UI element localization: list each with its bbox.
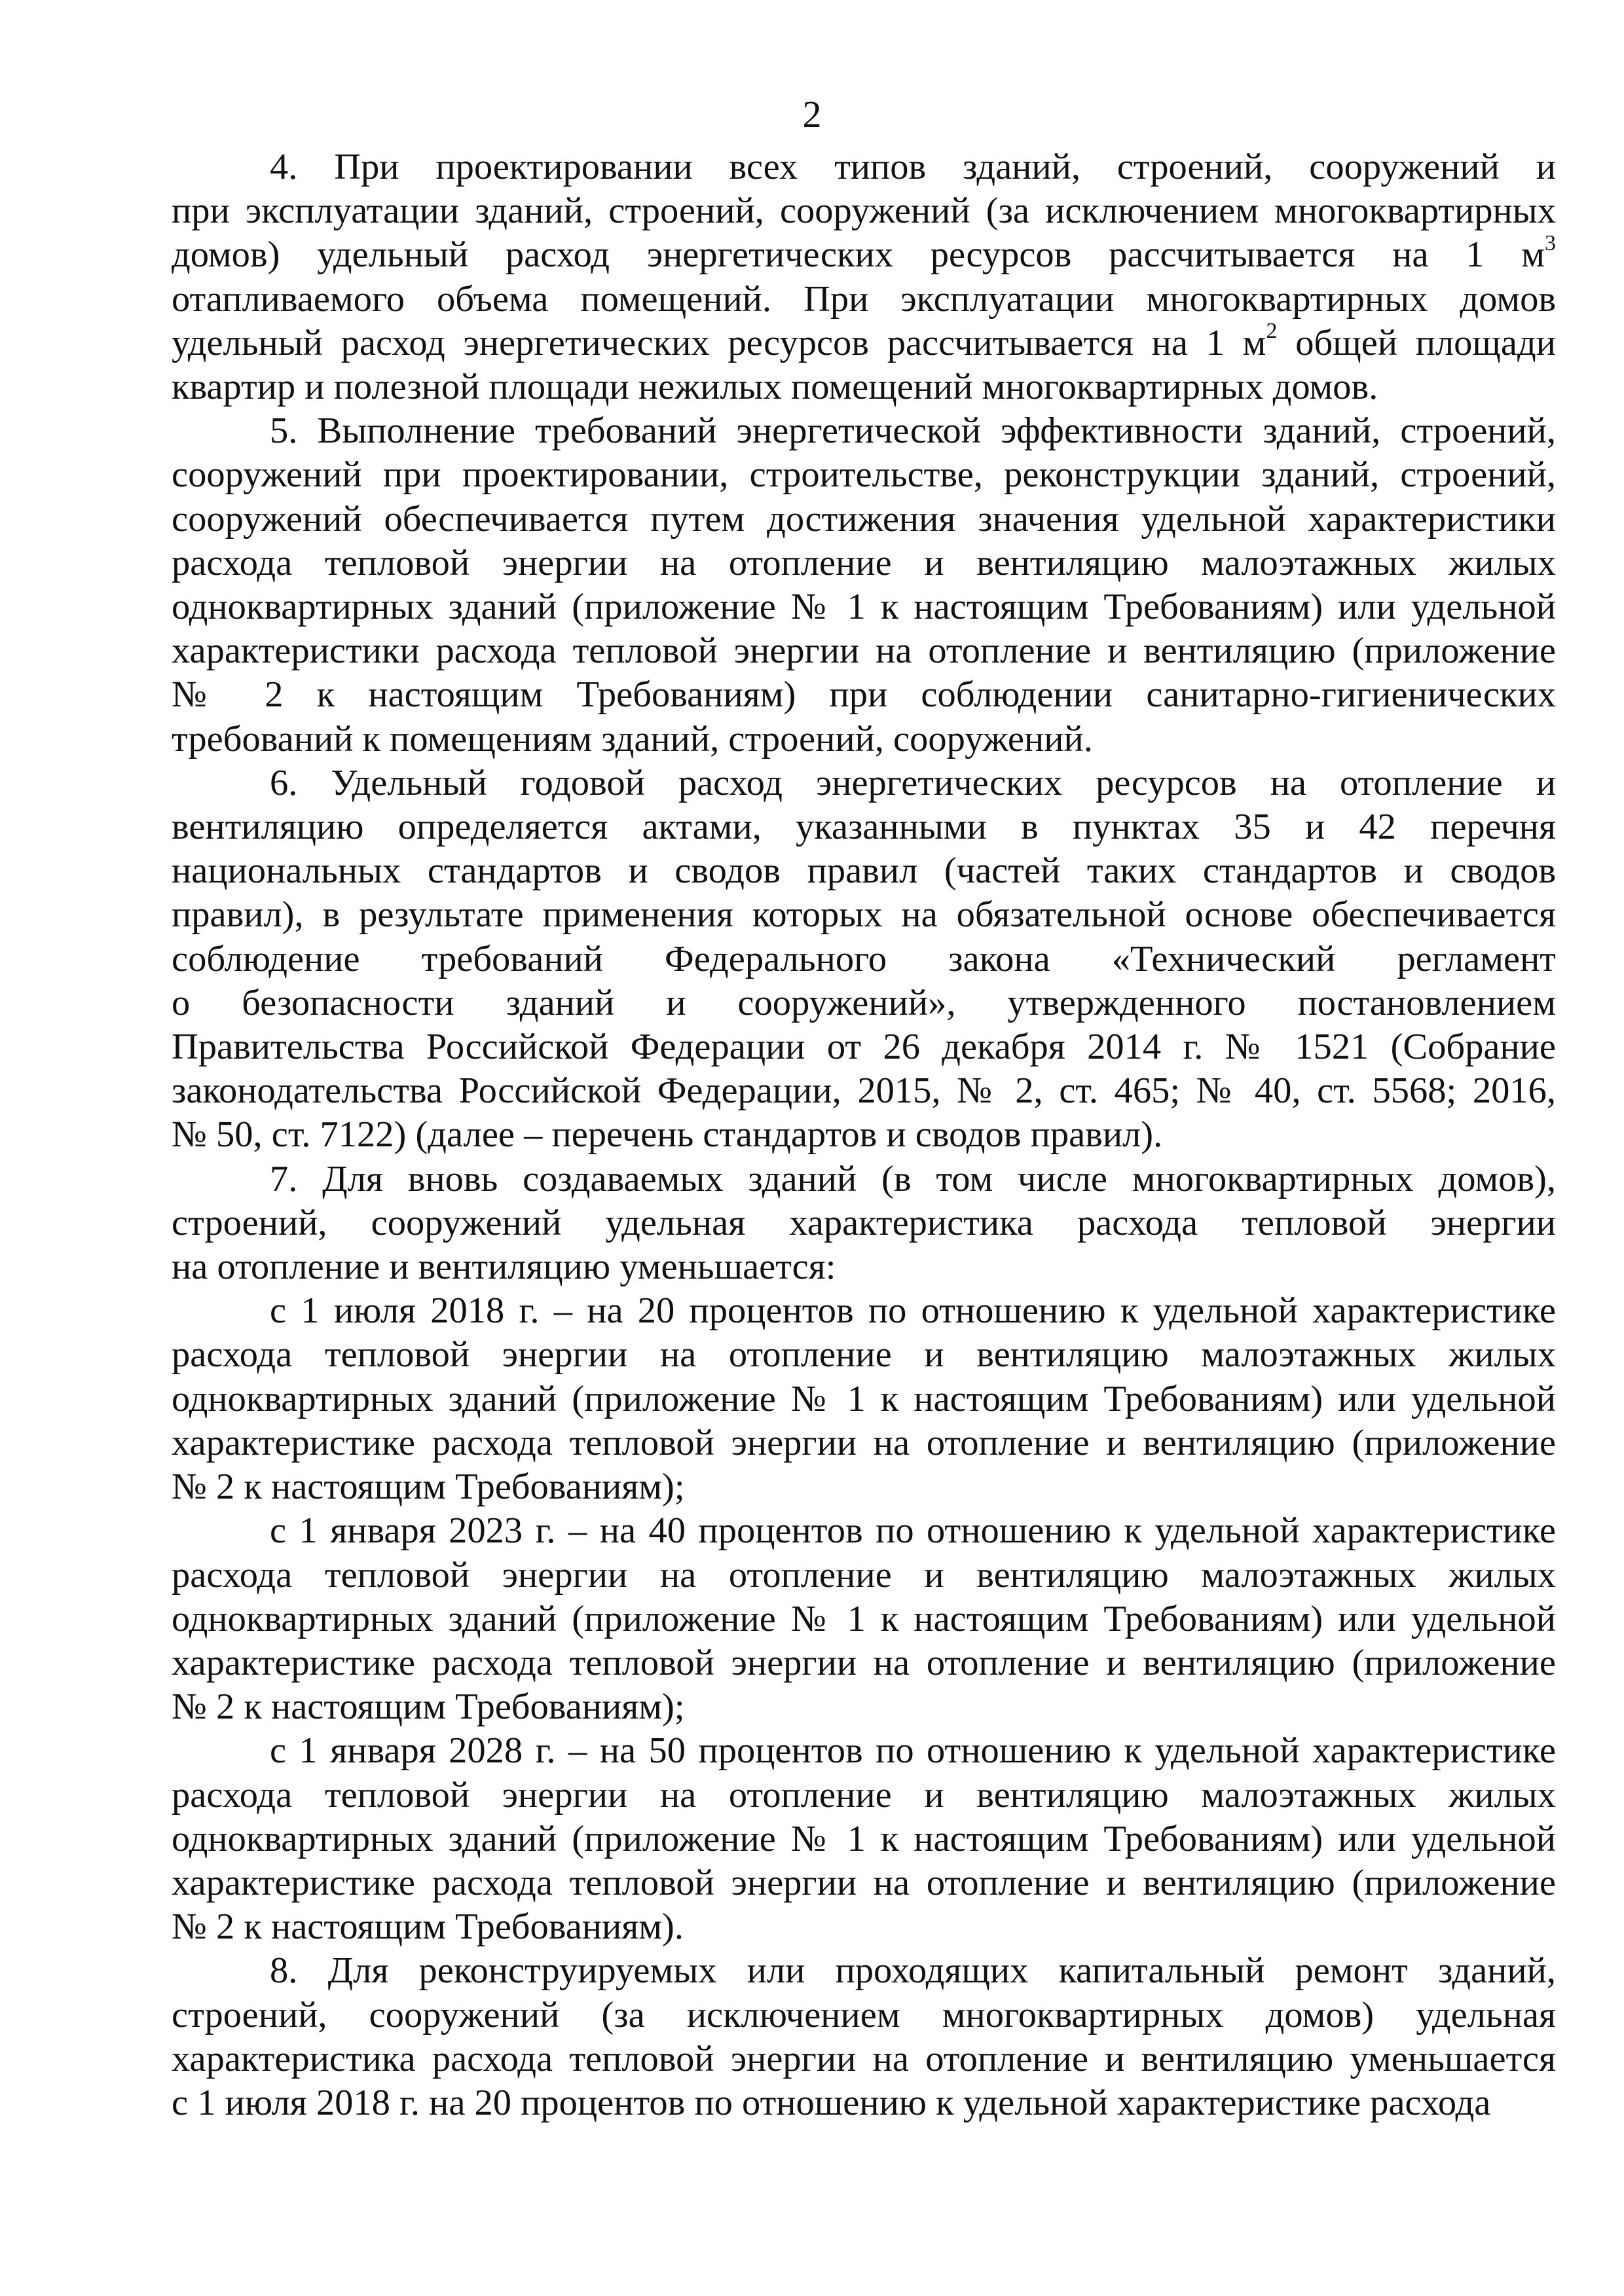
text-line: с 1 января 2028 г. – на 50 процентов по отношению к удельной характеристике	[270, 1730, 1556, 1772]
text-line: № 2 к настоящим Требованиям) при соблюдении санитарно-гигиенических	[172, 674, 1556, 716]
text-line: расхода тепловой энергии на отопление и вентиляцию малоэтажных жилых	[172, 1554, 1556, 1595]
text-line: отапливаемого объема помещений. При эксплуатации многоквартирных домов	[172, 278, 1556, 319]
text-line: № 2 к настоящим Требованиям);	[172, 1467, 685, 1508]
text-line: характеристики расхода тепловой энергии на отопление и вентиляцию (приложение	[172, 630, 1556, 672]
text-line: характеристике расхода тепловой энергии на отопление и вентиляцию (приложение	[172, 1642, 1556, 1683]
text-line: соблюдение требований Федерального закона «Технический регламент	[172, 938, 1556, 979]
text-line: строений, сооружений (за исключением многоквартирных домов) удельная	[172, 1994, 1556, 2035]
document-body	[172, 145, 1556, 2125]
text-line: 7. Для вновь создаваемых зданий (в том числе многоквартирных домов),	[270, 1158, 1556, 1199]
text-line: характеристике расхода тепловой энергии на отопление и вентиляцию (приложение	[172, 1422, 1556, 1463]
text-line: квартир и полезной площади нежилых помещений многоквартирных домов.	[172, 367, 1378, 408]
text-line: домов) удельный расход энергетических ресурсов рассчитывается на 1 $м^3$	[172, 230, 1556, 276]
text-line: одноквартирных зданий (приложение № 1 к настоящим Требованиям) или удельной	[172, 1378, 1556, 1419]
text-line: расхода тепловой энергии на отопление и вентиляцию малоэтажных жилых	[172, 1774, 1556, 1815]
text-line: 5. Выполнение требований энергетической эффективности зданий, строений,	[270, 410, 1556, 452]
paragraph-7	[172, 1157, 1556, 1290]
text-line: строений, сооружений удельная характеристика расхода тепловой энергии	[172, 1202, 1556, 1243]
text-line: законодательства Российской Федерации, 2015, № 2, ст. 465; № 40, ст. 5568; 2016,	[172, 1070, 1556, 1112]
paragraph-7-item-2028	[172, 1729, 1556, 1949]
paragraph-8	[172, 1949, 1556, 2125]
text-line: расхода тепловой энергии на отопление и вентиляцию малоэтажных жилых	[172, 542, 1556, 583]
text-line: одноквартирных зданий (приложение № 1 к настоящим Требованиям) или удельной	[172, 587, 1556, 628]
text-line: вентиляцию определяется актами, указанными в пунктах 35 и 42 перечня	[172, 807, 1556, 848]
text-line: на отопление и вентиляцию уменьшается:	[172, 1247, 836, 1288]
text-line: с 1 июля 2018 г. – на 20 процентов по отношению к удельной характеристике	[270, 1290, 1556, 1332]
text-line: 4. При проектировании всех типов зданий, строений, сооружений и	[270, 147, 1556, 187]
text-line: сооружений обеспечивается путем достижения значения удельной характеристики	[172, 498, 1556, 539]
text-line: с 1 июля 2018 г. на 20 процентов по отношению к удельной характеристике расхода	[172, 2082, 1491, 2123]
text-line: при эксплуатации зданий, строений, сооружений (за исключением многоквартирных	[172, 191, 1556, 232]
text-line: № 50, ст. 7122) (далее – перечень стандартов и сводов правил).	[172, 1114, 1163, 1156]
text-line: одноквартирных зданий (приложение № 1 к настоящим Требованиям) или удельной	[172, 1598, 1556, 1639]
superscript: 3	[1545, 230, 1556, 255]
paragraph-5	[172, 409, 1556, 761]
text-line: с 1 января 2023 г. – на 40 процентов по отношению к удельной характеристике	[270, 1510, 1556, 1552]
text-line: 8. Для реконструируемых или проходящих капитальный ремонт зданий,	[270, 1950, 1556, 1992]
text-line: сооружений при проектировании, строительстве, реконструкции зданий, строений,	[172, 454, 1556, 496]
text-line: расхода тепловой энергии на отопление и вентиляцию малоэтажных жилых	[172, 1334, 1556, 1376]
paragraph-4	[172, 145, 1556, 409]
text-line: № 2 к настоящим Требованиям).	[172, 1906, 684, 1948]
text-line: о безопасности зданий и сооружений», утвержденного постановлением	[172, 982, 1556, 1023]
text-line: правил), в результате применения которых на обязательной основе обеспечивается	[172, 894, 1556, 936]
text-line: 6. Удельный годовой расход энергетических ресурсов на отопление и	[270, 762, 1556, 803]
paragraph-6	[172, 761, 1556, 1157]
text-line: характеристике расхода тепловой энергии на отопление и вентиляцию (приложение	[172, 1862, 1556, 1903]
text-line: № 2 к настоящим Требованиям);	[172, 1686, 685, 1728]
text-line: национальных стандартов и сводов правил (частей таких стандартов и сводов	[172, 850, 1556, 892]
page-number: 2	[802, 93, 822, 136]
text-line: требований к помещениям зданий, строений, сооружений.	[172, 718, 1093, 759]
paragraph-7-item-2018	[172, 1289, 1556, 1509]
paragraph-7-item-2023	[172, 1509, 1556, 1729]
text-line: характеристика расхода тепловой энергии на отопление и вентиляцию уменьшается	[172, 2038, 1556, 2079]
text-line: удельный расход энергетических ресурсов рассчитывается на 1 $м^2$ общей площади	[172, 318, 1556, 363]
text-line: Правительства Российской Федерации от 26 декабря 2014 г. № 1521 (Собрание	[172, 1027, 1556, 1068]
text-line: одноквартирных зданий (приложение № 1 к настоящим Требованиям) или удельной	[172, 1818, 1556, 1859]
superscript: 2	[1266, 318, 1278, 343]
